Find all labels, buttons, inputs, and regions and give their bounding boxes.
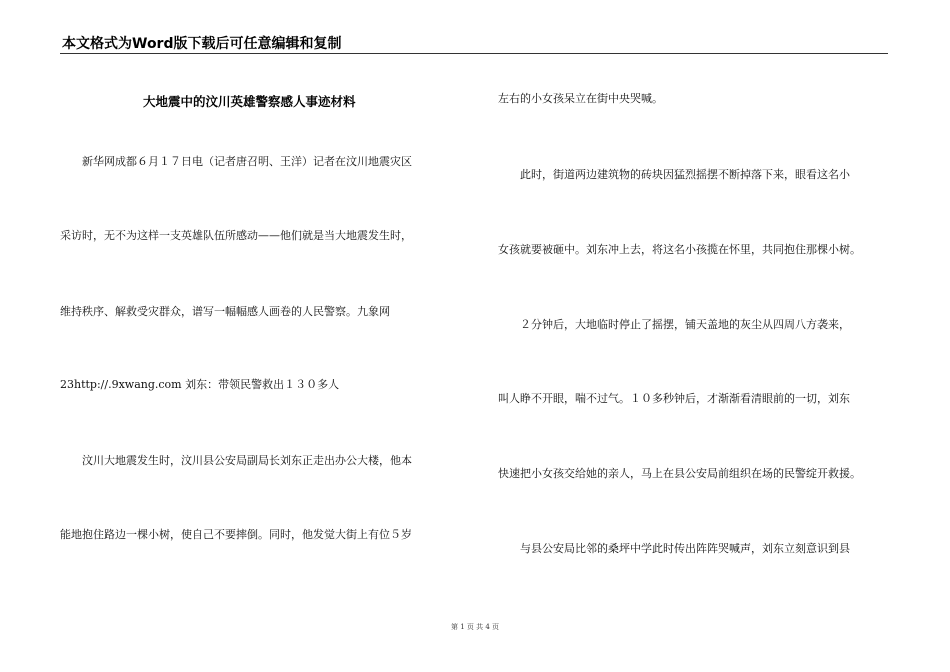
document-title: 大地震中的汶川英雄警察感人事迹材料 [143, 94, 356, 109]
page-number: 第 1 页 共 4 页 [450, 623, 500, 631]
body-line: 采访时，无不为这样一支英雄队伍所感动——他们就是当大地震发生时， [60, 229, 412, 242]
body-line: 维持秩序、解救受灾群众，谱写一幅幅感人画卷的人民警察。九象网 [60, 305, 390, 318]
body-line: ２分钟后，大地临时停止了摇摆，铺天盖地的灰尘从四周八方袭来， [498, 318, 850, 331]
body-line: 女孩就要被砸中。刘东冲上去，将这名小孩揽在怀里，共同抱住那棵小树。 [498, 243, 861, 256]
body-line: 叫人睁不开眼，喘不过气。１０多秒钟后，才渐渐看清眼前的一切，刘东 [498, 392, 850, 405]
body-line: 新华网成都６月１７日电（记者唐召明、王洋）记者在汶川地震灾区 [60, 155, 412, 168]
body-line: 汶川大地震发生时，汶川县公安局副局长刘东正走出办公大楼，他本 [60, 454, 412, 467]
body-line: 快速把小女孩交给她的亲人，马上在县公安局前组织在场的民警绽开救援。 [498, 467, 861, 480]
download-banner-title: 本文格式为Word版下载后可任意编辑和复制 [62, 36, 342, 52]
header-divider [60, 53, 888, 54]
body-line: 与县公安局比邻的桑坪中学此时传出阵阵哭喊声，刘东立刻意识到县 [498, 542, 850, 555]
body-line: 此时，街道两边建筑物的砖块因猛烈摇摆不断掉落下来，眼看这名小 [498, 168, 850, 181]
body-line: 能地抱住路边一棵小树，使自己不要摔倒。同时，他发觉大街上有位５岁 [60, 528, 412, 541]
body-line: 左右的小女孩呆立在街中央哭喊。 [498, 92, 663, 105]
body-line: 23http://.9xwang.com 刘东：带领民警救出１３０多人 [60, 378, 340, 391]
